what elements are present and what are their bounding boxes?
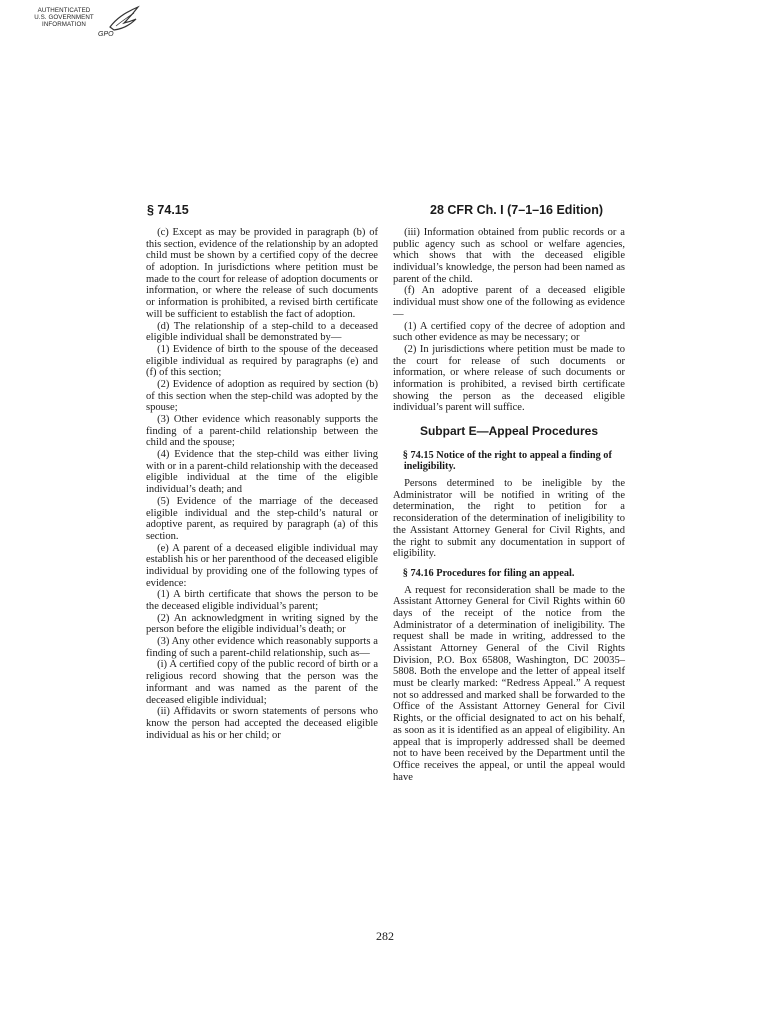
paragraph: (i) A certified copy of the public record of birth or a religious record showing that the person was the informant and was named as the parent of the deceased eligible individual; <box>146 659 378 706</box>
paragraph: (c) Except as may be provided in paragraph (b) of this section, evidence of the relationship by an adopted child must be shown by a certified copy of the decree of adoption. In jurisdictions where petition must be made to the court for release of adoption documents or information, or where the release of such documents or information is prohibited, a revised birth certificate will be sufficient to establish the fact of adoption. <box>146 227 378 320</box>
paragraph: (3) Any other evidence which reasonably supports a finding of such a parent-child relationship, such as— <box>146 636 378 659</box>
paragraph: (2) An acknowledgment in writing signed by the person before the eligible individual’s death; or <box>146 612 378 636</box>
paragraph: (1) A birth certificate that shows the person to be the deceased eligible individual’s parent; <box>146 589 378 612</box>
running-head-section: § 74.15 <box>147 203 189 217</box>
paragraph: (5) Evidence of the marriage of the deceased eligible individual and the step-child’s natural or adoptive parent, as required by paragraph (a) of this section. <box>146 495 378 542</box>
section-text-74-16: A request for reconsideration shall be made to the Assistant Attorney General for Civil Rights within 60 days of the receipt of the notice from the Administrator of a determination of ineligibility. The request shall be made in writing, addressed to the Assistant Attorney General of the Civil Rights Division, P.O. Box 65808, Washington, DC 20035–5808. Both the envelope and the letter of appeal itself must be clearly marked: “Redress Appeal.” A request not so addressed and marked shall be forwarded to the Office of the Assistant Attorney General for Civil Rights, or the official designated to act on his behalf, as soon as it is identified as an appeal of eligibility. An appeal that is improperly addressed shall be deemed not to have been received by the Department until the Office receives the appeal, or until the appeal would have <box>393 584 625 783</box>
subpart-heading: Subpart E—Appeal Procedures <box>419 424 599 438</box>
paragraph: (3) Other evidence which reasonably supports the finding of a parent-child relationship between the child and the spouse; <box>146 414 378 449</box>
paragraph: (1) A certified copy of the decree of adoption and such other evidence as may be necessary; or <box>393 320 625 344</box>
seal-line-1: AUTHENTICATED <box>37 7 91 14</box>
gpo-mark: GPO <box>98 31 114 38</box>
paragraph: (ii) Affidavits or sworn statements of persons who know the person had accepted the deceased eligible individual as his or her child; or <box>146 706 378 741</box>
section-heading-74-15: § 74.15 Notice of the right to appeal a finding of ineligibility. <box>402 449 612 473</box>
running-head-cfr: 28 CFR Ch. I (7–1–16 Edition) <box>430 203 603 217</box>
right-column <box>393 227 625 783</box>
paragraph: (1) Evidence of birth to the spouse of the deceased eligible individual as required by paragraphs (e) and (f) of this section; <box>146 343 378 379</box>
authentication-seal <box>28 5 143 47</box>
paragraph: (2) Evidence of adoption as required by section (b) of this section when the step-child was adopted by the spouse; <box>146 378 378 414</box>
paragraph: (d) The relationship of a step-child to a deceased eligible individual shall be demonstrated by— <box>146 320 378 344</box>
page-number: 282 <box>376 929 394 943</box>
seal-text <box>28 7 100 28</box>
section-heading-74-16: § 74.16 Procedures for filing an appeal. <box>402 567 575 579</box>
paragraph: (2) In jurisdictions where petition must be made to the court for release of such documents or information, or where release of such documents or information is prohibited, a revised birth certificate showing the person as the deceased eligible individual’s parent will suffice. <box>393 343 625 414</box>
seal-line-3: INFORMATION <box>42 21 86 28</box>
section-text-74-15: Persons determined to be ineligible by the Administrator will be notified in writing of the determination, the right to petition for a reconsideration of the determination of ineligibility to the Assistant Attorney General for Civil Rights, and the right to submit any documentation in support of eligibility. <box>393 478 625 560</box>
left-column <box>146 227 378 741</box>
paragraph: (iii) Information obtained from public records or a public agency such as school or welfare agencies, which shows that with the deceased eligible individual’s knowledge, the person had been named as parent of the child. <box>393 227 625 285</box>
seal-line-2: U.S. GOVERNMENT <box>34 14 94 21</box>
paragraph: (f) An adoptive parent of a deceased eligible individual must show one of the following as evidence— <box>393 285 625 320</box>
paragraph: (4) Evidence that the step-child was either living with or in a parent-child relationship with the deceased eligible individual at the time of the eligible individual’s death; and <box>146 449 378 496</box>
paragraph: (e) A parent of a deceased eligible individual may establish his or her parenthood of the deceased eligible individual by providing one of the following types of evidence: <box>146 542 378 589</box>
